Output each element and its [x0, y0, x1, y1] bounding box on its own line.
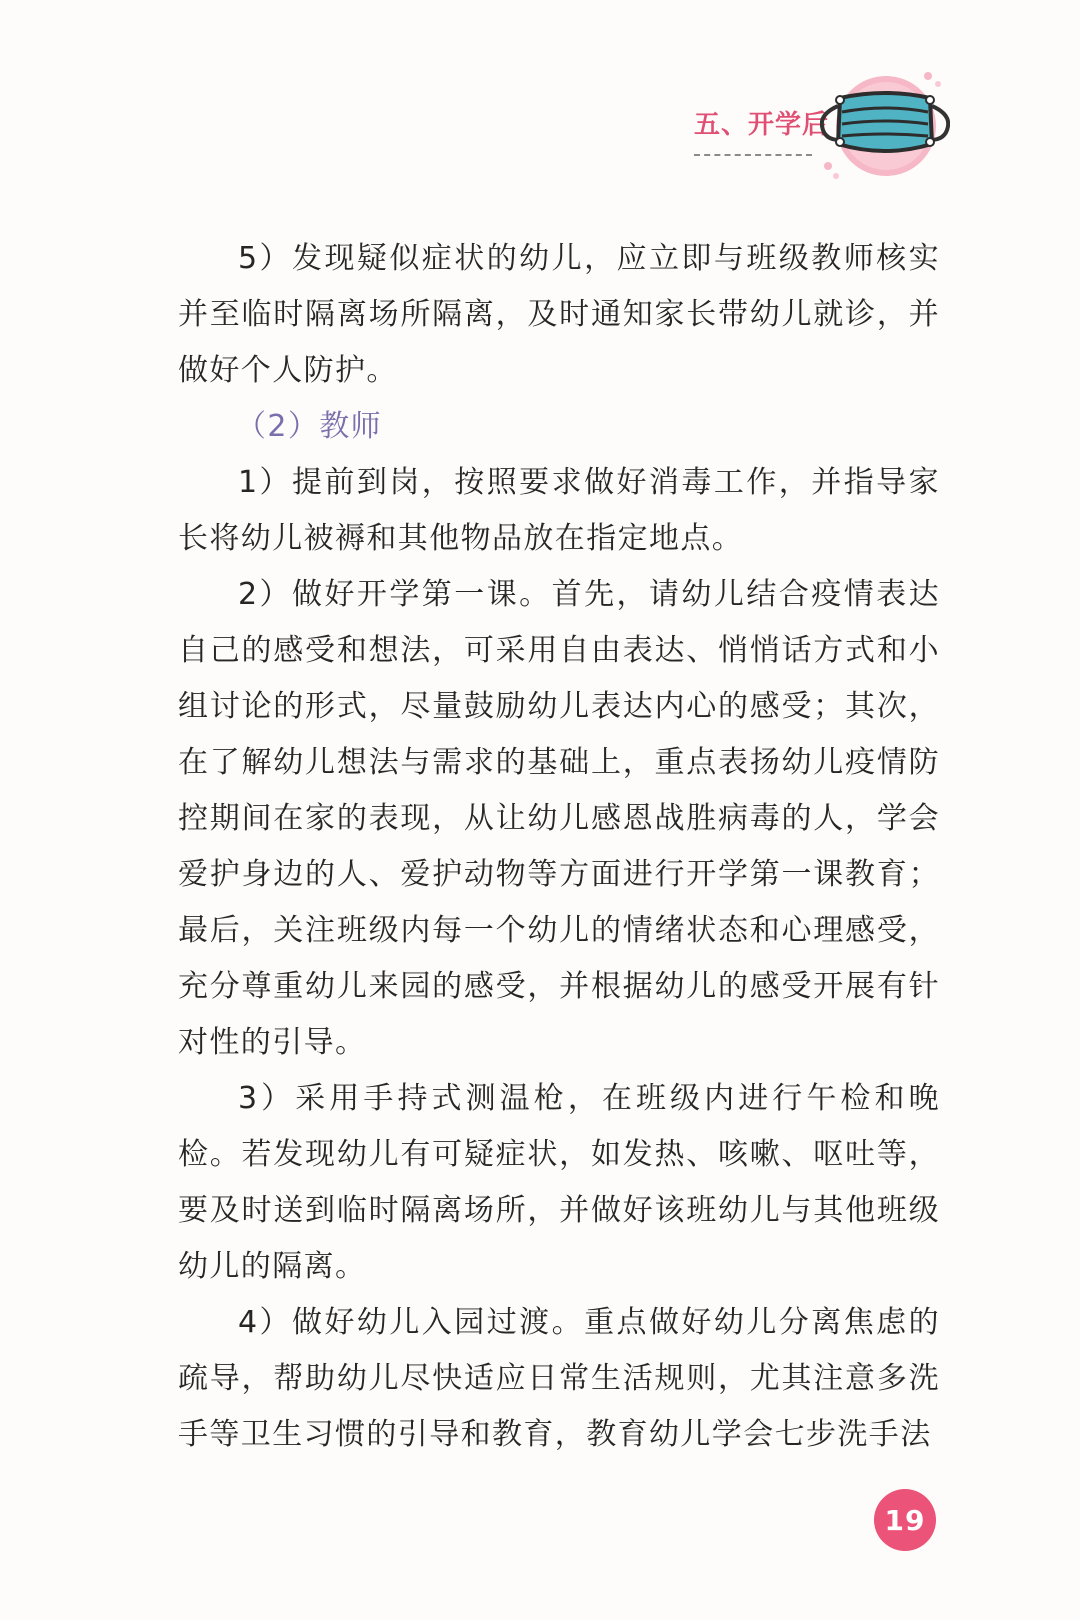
paragraph-teacher-1: 1）提前到岗，按照要求做好消毒工作，并指导家长将幼儿被褥和其他物品放在指定地点。 — [178, 465, 940, 556]
section-heading-teacher: （2）教师 — [236, 409, 383, 444]
chapter-title: 五、开学后 — [694, 110, 830, 140]
page-number-badge — [874, 1489, 936, 1551]
paragraph-teacher-2: 2）做好开学第一课。首先，请幼儿结合疫情表达自己的感受和想法，可采用自由表达、悄悄话方式和小组讨论的形式，尽量鼓励幼儿表达内心的感受；其次，在了解幼儿想法与需求的基础上，重点表扬幼儿疫情防控期间在家的表现，从让幼儿感恩战胜病毒的人，学会爱护身边的人、爱护动物等方面进行开学第一课教育；最后，关注班级内每一个幼儿的情绪状态和心理感受，充分尊重幼儿来园的感受，并根据幼儿的感受开展有针对性的引导。 — [178, 577, 940, 1060]
page-body — [178, 231, 940, 1463]
face-mask-icon — [820, 62, 950, 192]
page-header — [0, 0, 1080, 210]
paragraph-teacher-4: 4）做好幼儿入园过渡。重点做好幼儿分离焦虑的疏导，帮助幼儿尽快适应日常生活规则，尤其注意多洗手等卫生习惯的引导和教育，教育幼儿学会七步洗手法 — [178, 1305, 940, 1452]
page-number: 19 — [884, 1503, 926, 1537]
paragraph-item-5: 5）发现疑似症状的幼儿，应立即与班级教师核实并至临时隔离场所隔离，及时通知家长带幼儿就诊，并做好个人防护。 — [178, 241, 940, 388]
paragraph-teacher-3: 3）采用手持式测温枪，在班级内进行午检和晚检。若发现幼儿有可疑症状，如发热、咳嗽、呕吐等，要及时送到临时隔离场所，并做好该班幼儿与其他班级幼儿的隔离。 — [178, 1081, 940, 1284]
title-divider — [694, 154, 812, 156]
